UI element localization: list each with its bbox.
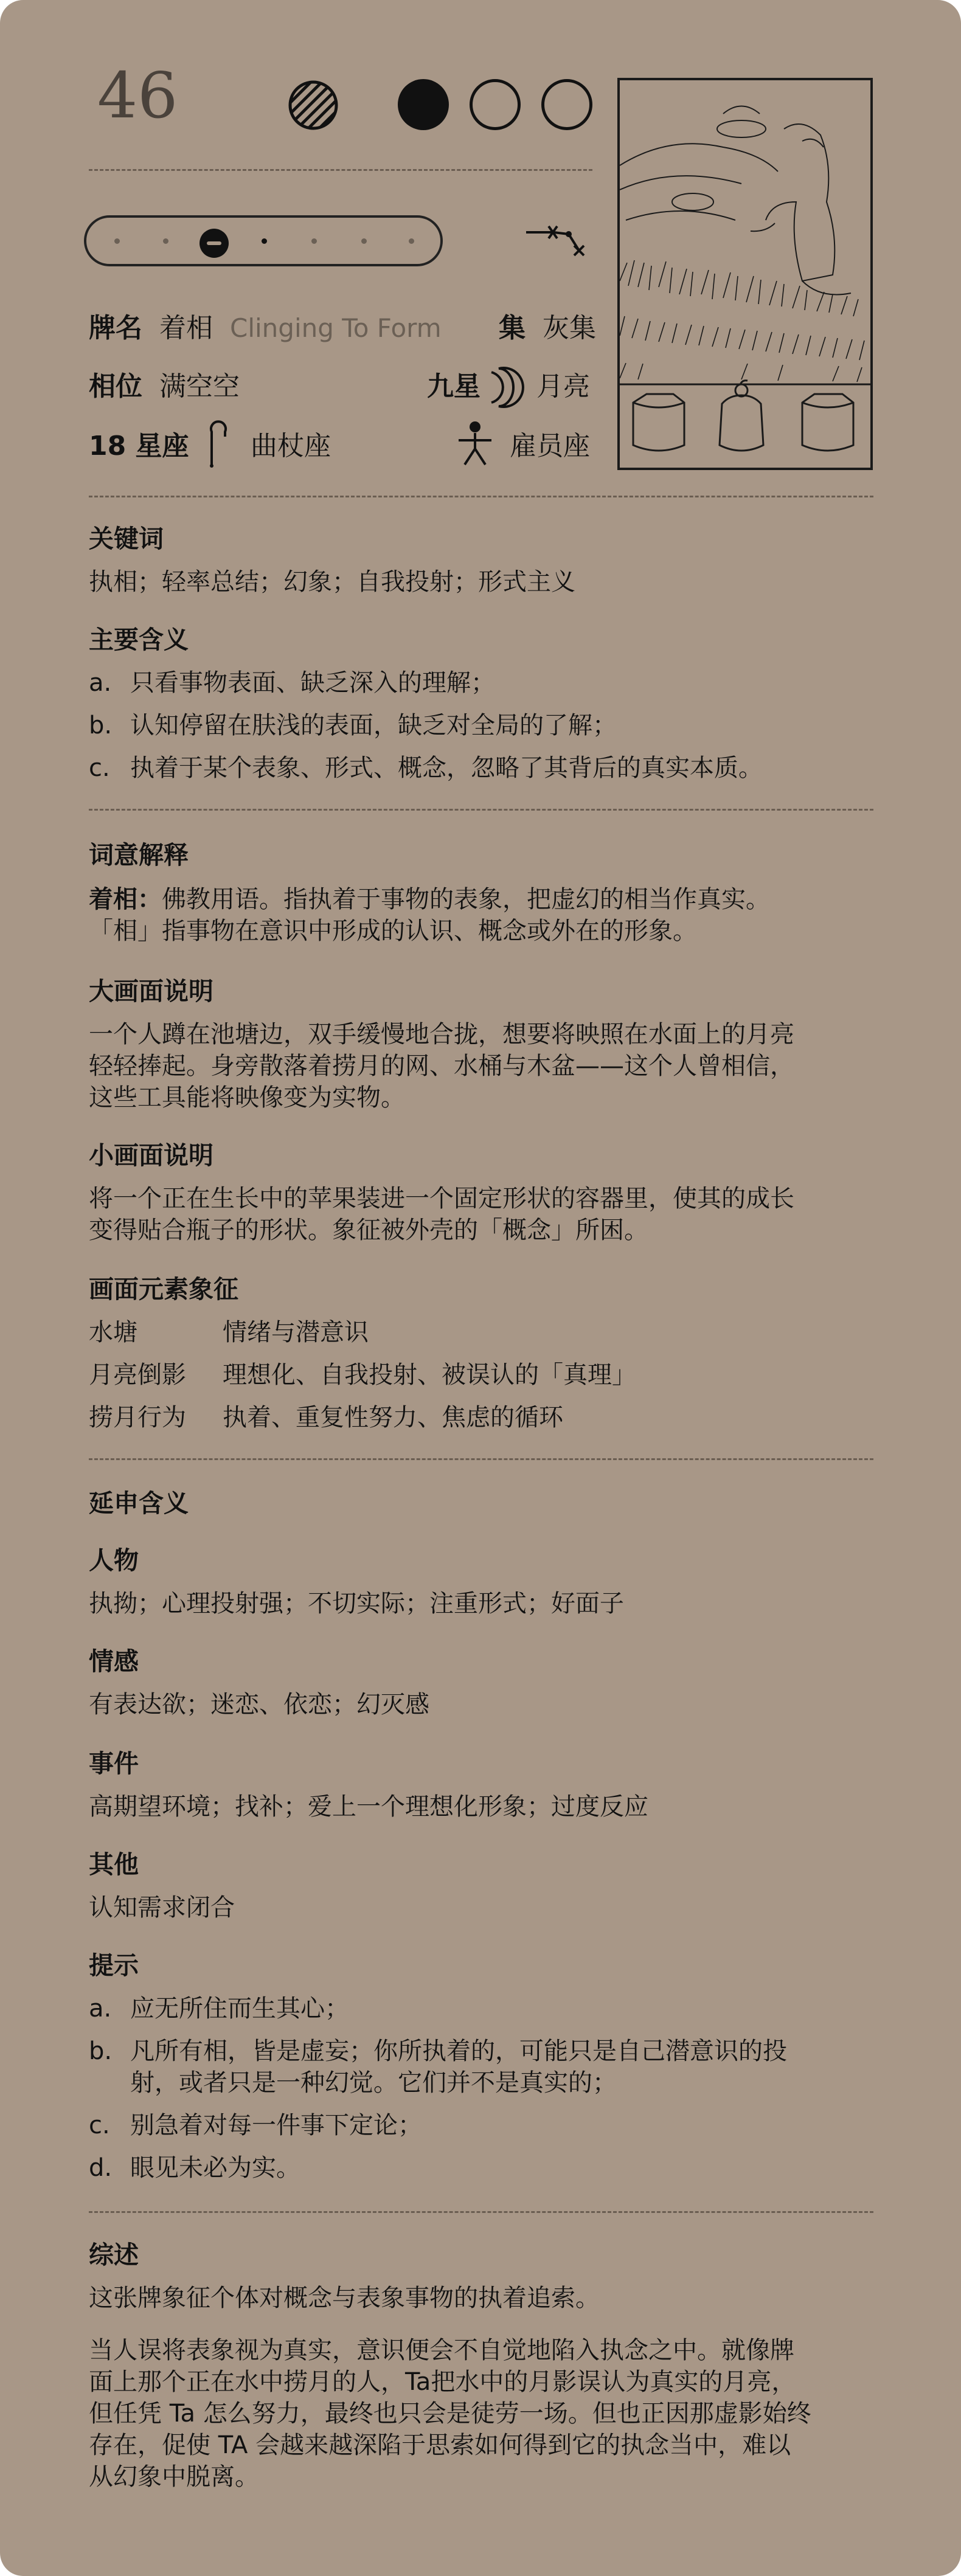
small-picture-line: 变得贴合瓶子的形状。象征被外壳的「概念」所困。 — [89, 1216, 648, 1244]
event-title: 事件 — [89, 1749, 139, 1778]
moon-catcher-illustration — [620, 80, 870, 468]
divider — [89, 496, 873, 497]
symbol-row: 捞月行为 执着、重复性努力、焦虑的循环 — [89, 1404, 563, 1432]
tip-item: a. 应无所住而生其心； — [89, 1995, 349, 2023]
summary-title: 综述 — [89, 2240, 139, 2270]
symbol-row: 水塘 情绪与潜意识 — [89, 1318, 369, 1346]
summary-line: 从幻象中脱离。 — [89, 2463, 259, 2491]
emotion-text: 有表达欲；迷恋、依恋；幻灭感 — [89, 1691, 429, 1719]
moon-icon — [487, 364, 529, 411]
other-text: 认知需求闭合 — [89, 1894, 235, 1922]
list-item: a. 只看事物表面、缺乏深入的理解； — [89, 669, 495, 697]
name-label: 牌名 — [89, 313, 142, 344]
big-picture-line: 轻轻捧起。身旁散落着捞月的网、水桶与木盆——这个人曾相信， — [89, 1052, 794, 1080]
word-meaning-line: 着相：佛教用语。指执着于事物的表象，把虚幻的相当作真实。 — [89, 885, 770, 913]
crook-staff-icon — [198, 420, 229, 468]
slider-knob[interactable] — [199, 229, 229, 258]
keywords-title: 关键词 — [89, 524, 164, 553]
phase-value: 满空空 — [159, 371, 240, 402]
card-illustration — [617, 78, 873, 470]
set-value: 灰集 — [543, 313, 596, 344]
other-title: 其他 — [89, 1850, 139, 1879]
emotion-title: 情感 — [89, 1647, 139, 1676]
slider-tick — [409, 238, 414, 244]
divider — [89, 169, 592, 171]
small-picture-title: 小画面说明 — [89, 1141, 213, 1170]
set-label: 集 — [499, 313, 526, 344]
word-meaning-line: 「相」指事物在意识中形成的认识、概念或外在的形象。 — [89, 917, 697, 945]
phase-empty-icon — [470, 79, 521, 130]
figure-value: 雇员座 — [510, 431, 590, 462]
symbol-row: 月亮倒影 理想化、自我投射、被误认的「真理」 — [89, 1361, 636, 1389]
hatched-circle-icon — [286, 78, 341, 133]
divider — [89, 1458, 873, 1460]
constellation-label: 18 星座 — [89, 431, 189, 462]
person-title: 人物 — [89, 1546, 139, 1575]
small-picture-line: 将一个正在生长中的苹果装进一个固定形状的容器里，使其的成长 — [89, 1185, 794, 1213]
tip-item: b. 凡所有相，皆是虚妄；你所执着的，可能只是自己潜意识的投 — [89, 2037, 787, 2065]
slider-tick — [262, 238, 267, 244]
event-text: 高期望环境；找补；爱上一个理想化形象；过度反应 — [89, 1793, 648, 1821]
extended-title: 延申含义 — [89, 1489, 189, 1518]
card-name-cn: 着相 — [159, 313, 213, 344]
tip-item-continued: 射，或者只是一种幻觉。它们并不是真实的； — [130, 2069, 617, 2097]
person-figure-icon — [454, 420, 496, 468]
list-item: b. 认知停留在肤浅的表面，缺乏对全局的了解； — [89, 712, 617, 739]
tip-item: d. 眼见未必为实。 — [89, 2154, 300, 2182]
constellation-icon — [523, 219, 596, 261]
summary-line: 当人误将表象视为真实，意识便会不自觉地陷入执念之中。就像牌 — [89, 2336, 794, 2364]
phase-full-icon — [398, 79, 449, 130]
word-meaning-title: 词意解释 — [89, 840, 189, 870]
list-item: c. 执着于某个表象、形式、概念，忽略了其背后的真实本质。 — [89, 754, 763, 782]
person-text: 执拗；心理投射强；不切实际；注重形式；好面子 — [89, 1590, 624, 1618]
slider-tick — [311, 238, 317, 244]
divider — [89, 809, 873, 811]
slider-tick — [163, 238, 168, 244]
card-number: 46 — [97, 58, 178, 133]
summary-line: 面上那个正在水中捞月的人，Ta把水中的月影误认为真实的月亮， — [89, 2368, 796, 2396]
divider — [89, 2211, 873, 2213]
summary-line: 但任凭 Ta 怎么努力，最终也只会是徒劳一场。但也正因那虚影始终 — [89, 2400, 811, 2428]
keywords-text: 执相；轻率总结；幻象；自我投射；形式主义 — [89, 568, 575, 596]
big-picture-line: 一个人蹲在池塘边，双手缓慢地合拢，想要将映照在水面上的月亮 — [89, 1020, 794, 1048]
phase-empty-icon — [541, 79, 592, 130]
star-label: 九星 — [427, 371, 480, 402]
tip-item: c. 别急着对每一件事下定论； — [89, 2111, 422, 2139]
tips-title: 提示 — [89, 1951, 139, 1980]
star-value: 月亮 — [536, 371, 590, 402]
summary-line: 存在，促使 TA 会越来越深陷于思索如何得到它的执念当中，难以 — [89, 2431, 791, 2459]
symbols-title: 画面元素象征 — [89, 1275, 238, 1304]
big-picture-line: 这些工具能将映像变为实物。 — [89, 1084, 405, 1112]
phase-label: 相位 — [89, 371, 142, 402]
card-name-en: Clinging To Form — [230, 313, 442, 343]
slider-tick — [361, 238, 367, 244]
main-meaning-title: 主要含义 — [89, 625, 189, 654]
summary-lead: 这张牌象征个体对概念与表象事物的执着追索。 — [89, 2284, 600, 2312]
constellation-value: 曲杖座 — [251, 431, 331, 462]
phase-slider[interactable] — [84, 215, 443, 266]
slider-tick — [114, 238, 120, 244]
big-picture-title: 大画面说明 — [89, 977, 213, 1006]
